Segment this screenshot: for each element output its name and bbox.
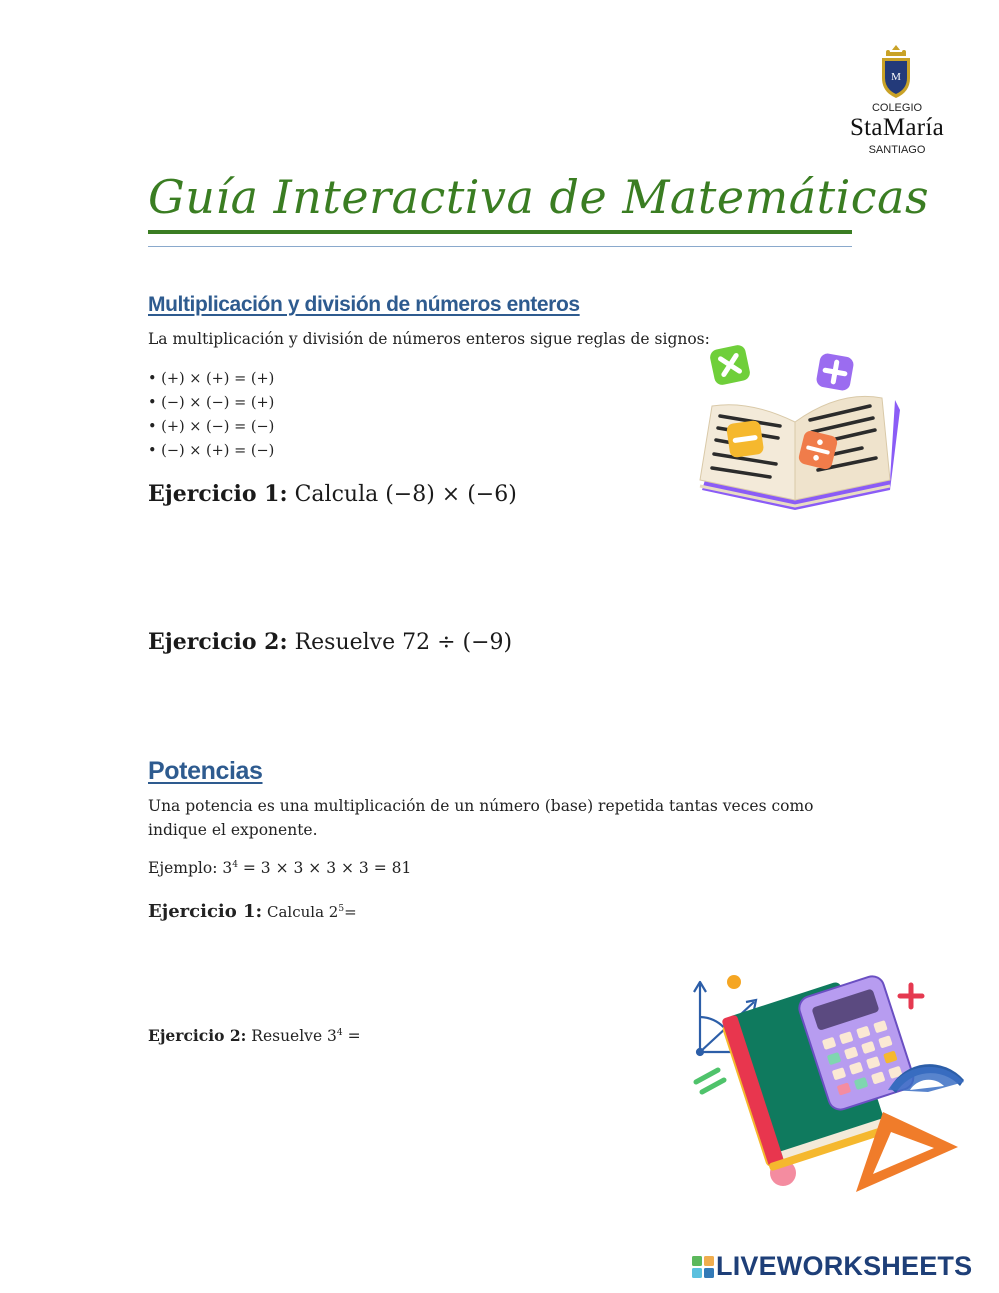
exercise-2-powers — [148, 1026, 361, 1045]
section-heading-powers: Potencias — [148, 757, 263, 785]
liveworksheets-brand-text: LIVEWORKSHEETS — [716, 1251, 973, 1281]
exercise-text — [262, 903, 356, 921]
exercise-exponent: 4 — [336, 1028, 343, 1038]
title-underline — [148, 230, 852, 234]
liveworksheets-icon — [692, 1256, 714, 1278]
exercise-equals: = — [344, 903, 357, 921]
exercise-label: Ejercicio 2: — [148, 1026, 247, 1045]
logo-santiago-text: SANTIAGO — [868, 144, 926, 156]
section-intro-powers: Una potencia es una multiplicación de un número (base) repetida tantas veces como indique el exponente. — [148, 797, 814, 839]
school-logo — [822, 44, 972, 160]
example-exponent: 4 — [232, 860, 238, 870]
exercise-label: Ejercicio 2: — [148, 629, 288, 655]
exercise-equals: = — [342, 1027, 361, 1045]
exercise-text: Calcula (−8) × (−6) — [287, 482, 517, 507]
exercise-1-powers — [148, 901, 357, 922]
section-intro-multiplication: La multiplicación y división de números enteros sigue reglas de signos: — [148, 330, 710, 348]
exercise-1-multiplication — [148, 481, 517, 507]
section-heading-multiplication: Multiplicación y división de números enteros — [148, 293, 580, 316]
math-tools-illustration — [688, 962, 973, 1202]
page-title: Guía Interactiva de Matemáticas — [148, 170, 930, 224]
power-example — [148, 859, 411, 877]
example-base: Ejemplo: 3 — [148, 859, 233, 877]
svg-text:M: M — [891, 71, 901, 83]
liveworksheets-logo — [692, 1250, 990, 1284]
sign-rule: • (−) × (+) = (−) — [148, 443, 275, 459]
math-book-illustration — [690, 340, 905, 535]
logo-stamaria-text: StaMaría — [849, 114, 945, 141]
school-crest-icon — [878, 44, 914, 100]
sign-rules-list — [148, 367, 348, 463]
exercise-exponent: 5 — [338, 904, 345, 914]
title-divider — [148, 246, 852, 247]
sign-rule: • (+) × (+) = (+) — [148, 371, 275, 387]
sign-rule: • (+) × (−) = (−) — [148, 419, 275, 435]
exercise-base: Resuelve 3 — [246, 1027, 337, 1045]
exercise-label: Ejercicio 1: — [148, 481, 288, 507]
example-expansion: = 3 × 3 × 3 × 3 = 81 — [237, 859, 412, 877]
exercise-base: Calcula 2 — [262, 903, 339, 921]
sign-rule: • (−) × (−) = (+) — [148, 395, 275, 411]
exercise-label: Ejercicio 1: — [148, 901, 263, 922]
exercise-text: Resuelve 72 ÷ (−9) — [287, 630, 513, 655]
logo-colegio-text: COLEGIO — [871, 102, 923, 114]
exercise-2-division — [148, 629, 512, 655]
